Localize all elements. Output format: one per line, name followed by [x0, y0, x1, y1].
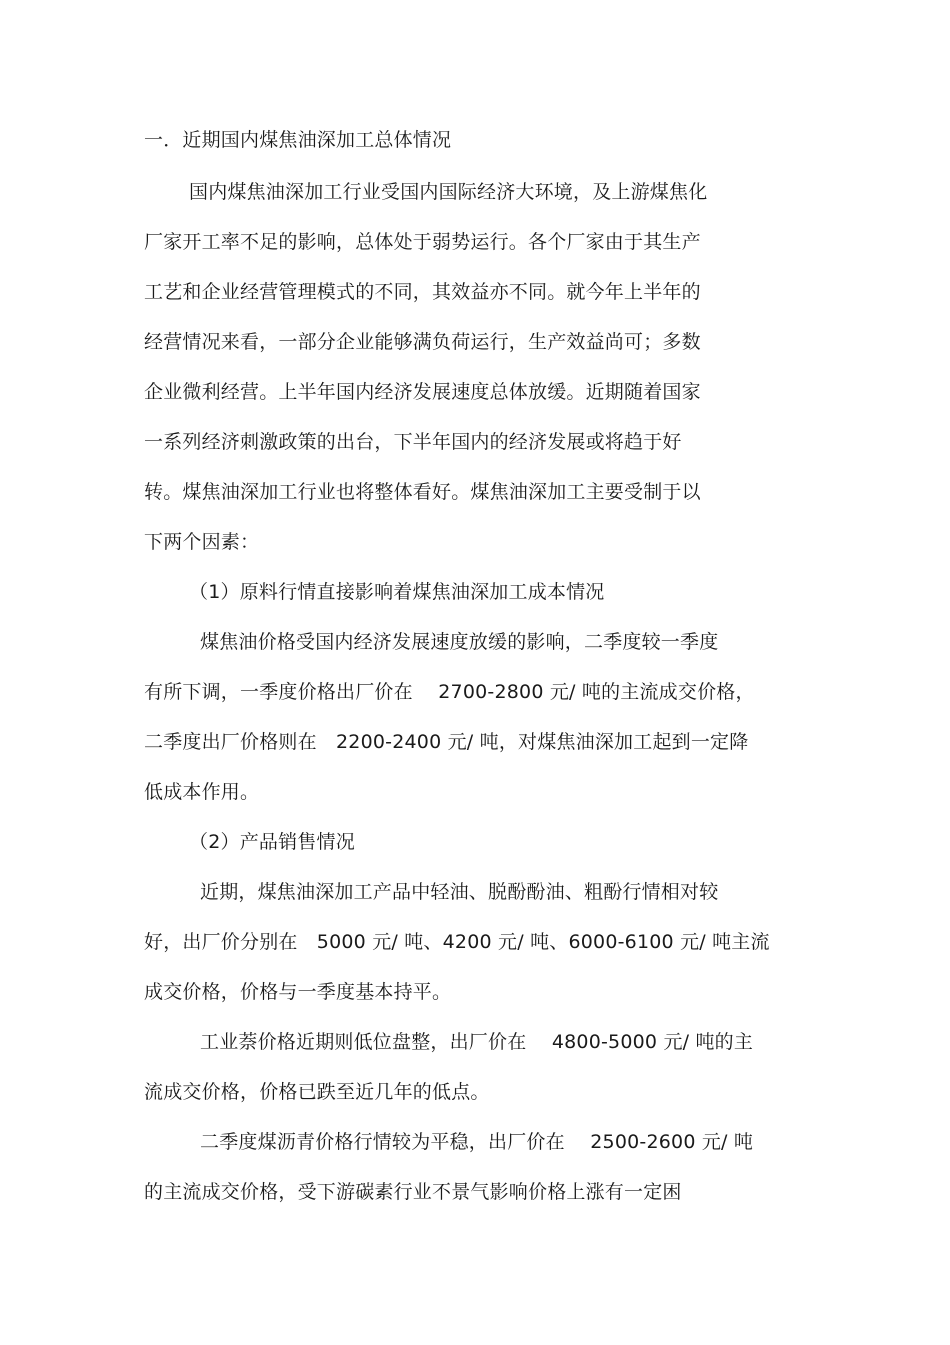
paragraph-line: 下两个因素：: [144, 531, 260, 553]
paragraph-line: 低成本作用。: [144, 781, 260, 803]
paragraph-line: 转。煤焦油深加工行业也将整体看好。煤焦油深加工主要受制于以: [144, 481, 701, 503]
paragraph-line: 工业萘价格近期则低位盘整，出厂价在 4800-5000 元/ 吨的主: [200, 1031, 754, 1053]
paragraph-line: 的主流成交价格，受下游碳素行业不景气影响价格上涨有一定困: [144, 1181, 682, 1203]
paragraph-line: 国内煤焦油深加工行业受国内国际经济大环境，及上游煤焦化: [189, 181, 708, 203]
paragraph-line: 二季度煤沥青价格行情较为平稳，出厂价在 2500-2600 元/ 吨: [200, 1131, 754, 1153]
paragraph-line: 企业微利经营。上半年国内经济发展速度总体放缓。近期随着国家: [144, 381, 701, 403]
paragraph-line: 好，出厂价分别在 5000 元/ 吨、4200 元/ 吨、6000-6100 元/ 吨主流: [144, 931, 770, 953]
paragraph-line: 工艺和企业经营管理模式的不同，其效益亦不同。就今年上半年的: [144, 281, 701, 303]
paragraph-line: 近期，煤焦油深加工产品中轻油、脱酚酚油、粗酚行情相对较: [200, 881, 719, 903]
paragraph-line: 有所下调，一季度价格出厂价在 2700-2800 元/ 吨的主流成交价格，: [144, 681, 755, 703]
paragraph-line: 厂家开工率不足的影响，总体处于弱势运行。各个厂家由于其生产: [144, 231, 701, 253]
subsection-heading: （1）原料行情直接影响着煤焦油深加工成本情况: [189, 581, 605, 603]
subsection-heading: （2）产品销售情况: [189, 831, 355, 853]
section-heading: 一．近期国内煤焦油深加工总体情况: [144, 129, 452, 151]
paragraph-line: 成交价格，价格与一季度基本持平。: [144, 981, 452, 1003]
paragraph-line: 二季度出厂价格则在 2200-2400 元/ 吨，对煤焦油深加工起到一定降: [144, 731, 749, 753]
paragraph-line: 流成交价格，价格已跌至近几年的低点。: [144, 1081, 490, 1103]
paragraph-line: 煤焦油价格受国内经济发展速度放缓的影响，二季度较一季度: [200, 631, 719, 653]
paragraph-line: 一系列经济刺激政策的出台，下半年国内的经济发展或将趋于好: [144, 431, 682, 453]
paragraph-line: 经营情况来看，一部分企业能够满负荷运行，生产效益尚可；多数: [144, 331, 701, 353]
